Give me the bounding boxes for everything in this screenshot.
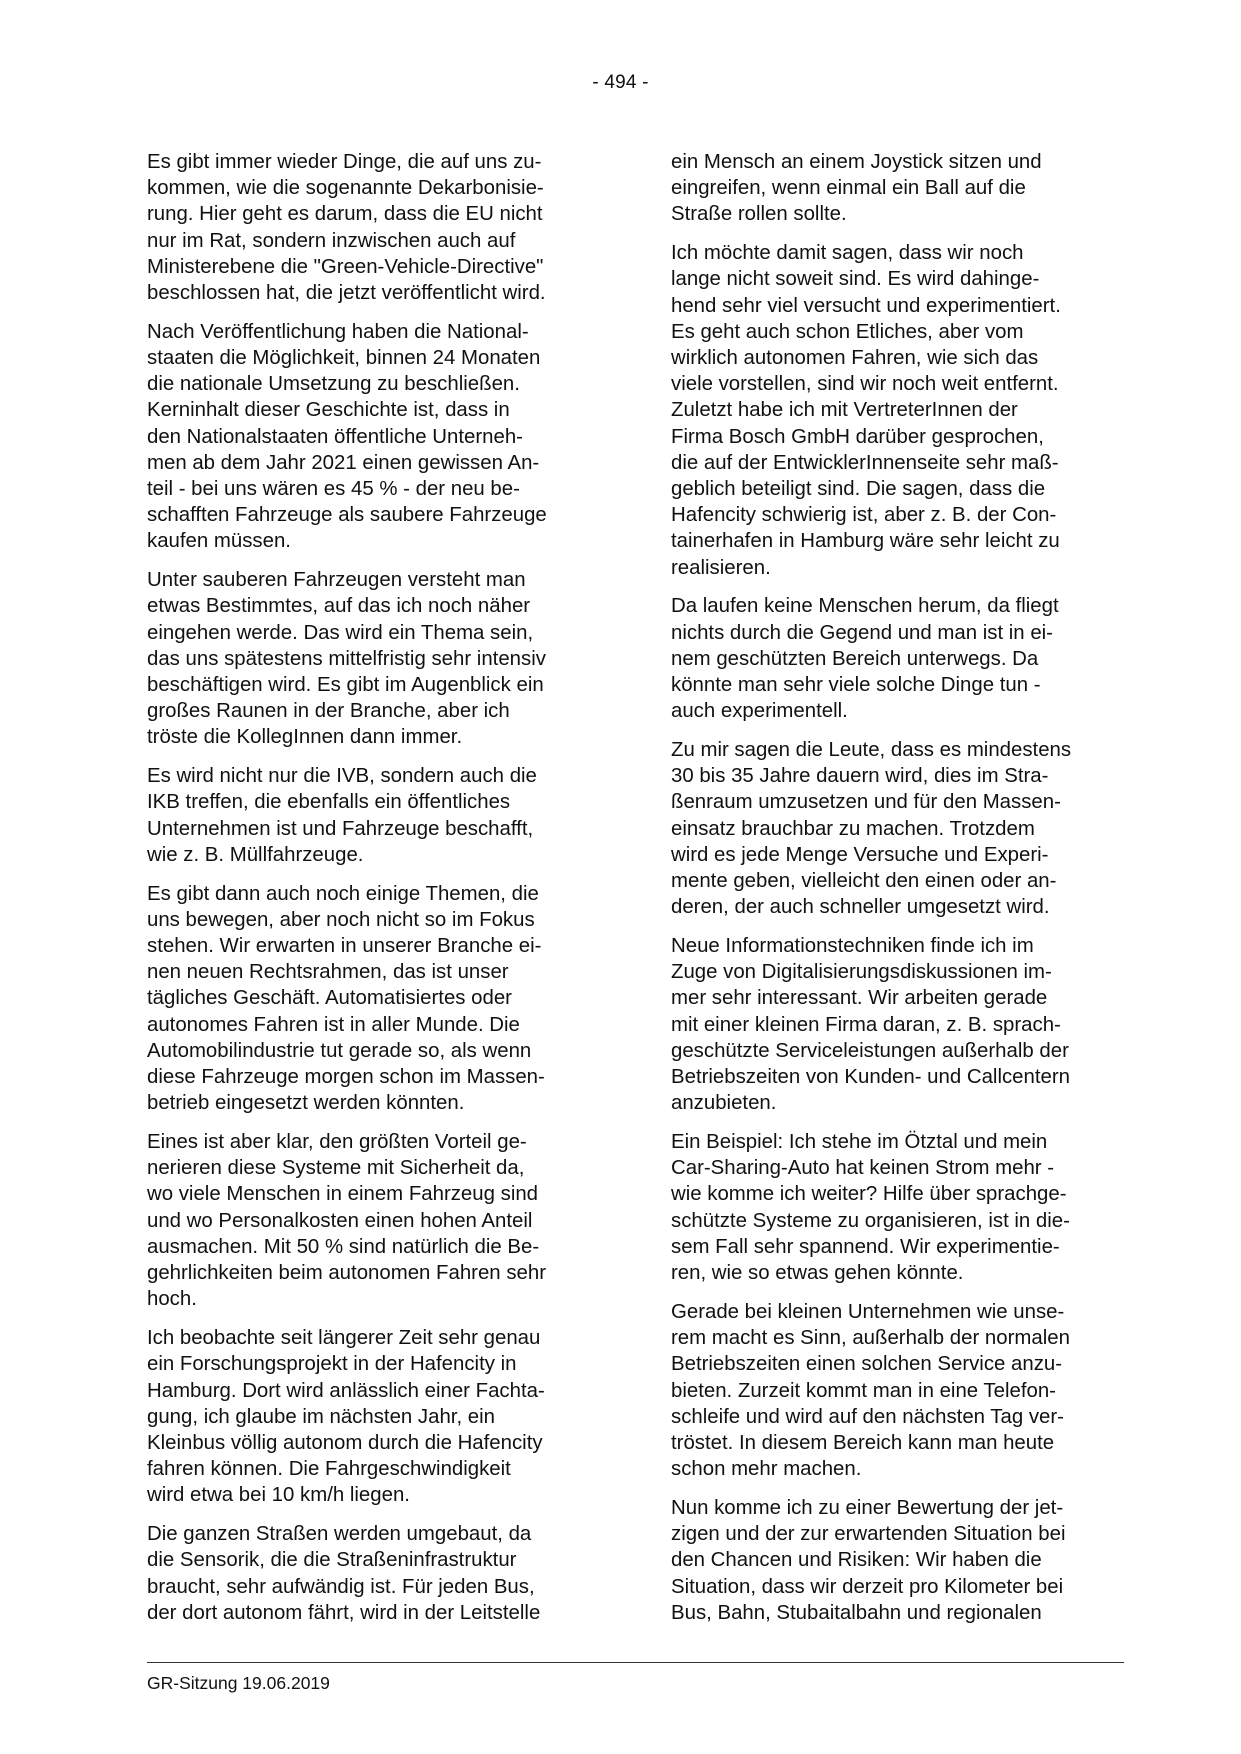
paragraph: Unter sauberen Fahrzeugen versteht man etwas Bestimmtes, auf das ich noch näher eingehen werde. Das wird ein Thema sein, das uns spätestens mittelfristig sehr intensiv beschäftigen wird. Es gibt im Augenblick ein großes Raunen in der Branche, aber ich tröste die KollegInnen dann immer. [147,569,546,749]
paragraph: ein Mensch an einem Joystick sitzen und eingreifen, wenn einmal ein Ball auf die Straße rollen sollte. [671,151,1042,226]
paragraph: Ich beobachte seit längerer Zeit sehr genau ein Forschungsprojekt in der Hafencity in Hamburg. Dort wird anlässlich einer Fachta- gung, ich glaube im nächsten Jahr, ein Kleinbus völlig autonom durch die Hafencity fahren können. Die Fahrgeschwindigkeit wird etwa bei 10 km/h liegen. [147,1327,545,1507]
paragraph: Nun komme ich zu einer Bewertung der jet- zigen und der zur erwartenden Situation bei den Chancen und Risiken: Wir haben die Situation, dass wir derzeit pro Kilometer bei Bus, Bahn, Stubaitalbahn und regionalen [671,1496,1066,1624]
paragraph: Nach Veröffentlichung haben die National- staaten die Möglichkeit, binnen 24 Monaten die nationale Umsetzung zu beschließen. Kerninhalt dieser Geschichte ist, dass in den Nationalstaaten öffentliche Unterneh- men ab dem Jahr 2021 einen gewissen An- teil - bei uns wären es 45 % - der neu be- schafften Fahrzeuge als saubere Fahrzeuge kaufen müssen. [147,320,547,553]
page-number: - 494 - [592,72,649,93]
paragraph: Da laufen keine Menschen herum, da fliegt nichts durch die Gegend und man ist in ei- nem geschützten Bereich unterwegs. Da könnte man sehr viele solche Dinge tun - auch experimentell. [671,595,1059,723]
right-column [671,149,1123,1639]
left-column [147,149,599,1639]
paragraph: Ich möchte damit sagen, dass wir noch lange nicht soweit sind. Es wird dahinge- hend sehr viel versucht und experimentiert. Es geht auch schon Etliches, aber vom wirklich autonomen Fahren, wie sich das viele vorstellen, sind wir noch weit entfernt. Zuletzt habe ich mit VertreterInnen der Firma Bosch GmbH darüber gesprochen, die auf der EntwicklerInnenseite sehr maß- geblich beteiligt sind. Die sagen, dass die Hafencity schwierig ist, aber z. B. der Con- tainerhafen in Hamburg wäre sehr leicht zu realisieren. [671,242,1061,579]
paragraph: Zu mir sagen die Leute, dass es mindestens 30 bis 35 Jahre dauern wird, dies im Stra- ßenraum umzusetzen und für den Massen- einsatz brauchbar zu machen. Trotzdem wird es jede Menge Versuche und Experi- mente geben, vielleicht den einen oder an- deren, der auch schneller umgesetzt wird. [671,739,1072,919]
paragraph: Gerade bei kleinen Unternehmen wie unse- rem macht es Sinn, außerhalb der normalen Betriebszeiten einen solchen Service anzu- bieten. Zurzeit kommt man in eine Telefon- schleife und wird auf den nächsten Tag ver- tröstet. In diesem Bereich kann man heute schon mehr machen. [671,1300,1070,1481]
footer-session-date: GR-Sitzung 19.06.2019 [147,1673,330,1693]
paragraph: Ein Beispiel: Ich stehe im Ötztal und mein Car-Sharing-Auto hat keinen Strom mehr - wie komme ich weiter? Hilfe über sprachge- schützte Systeme zu organisieren, ist in die- sem Fall sehr spannend. Wir experimentie- ren, wie so etwas gehen könnte. [671,1131,1070,1285]
paragraph: Neue Informationstechniken finde ich im Zuge von Digitalisierungsdiskussionen im- mer sehr interessant. Wir arbeiten gerade mit einer kleinen Firma daran, z. B. sprach- geschützte Serviceleistungen außerhalb der Betriebszeiten von Kunden- und Callcentern anzubieten. [671,935,1071,1115]
paragraph: Die ganzen Straßen werden umgebaut, da die Sensorik, die die Straßeninfrastruktur braucht, sehr aufwändig ist. Für jeden Bus, der dort autonom fährt, wird in der Leitstelle [147,1523,541,1624]
footer-divider [147,1662,1124,1663]
paragraph: Es gibt immer wieder Dinge, die auf uns zu- kommen, wie die sogenannte Dekarbonisie- rung. Hier geht es darum, dass die EU nicht nur im Rat, sondern inzwischen auch auf Ministerebene die "Green-Vehicle-Directive" beschlossen hat, die jetzt veröffentlicht wird. [147,151,546,305]
paragraph: Es wird nicht nur die IVB, sondern auch die IKB treffen, die ebenfalls ein öffentliches Unternehmen ist und Fahrzeuge beschafft, wie z. B. Müllfahrzeuge. [147,765,537,866]
paragraph: Eines ist aber klar, den größten Vorteil ge- nerieren diese Systeme mit Sicherheit da, wo viele Menschen in einem Fahrzeug sind und wo Personalkosten einen hohen Anteil ausmachen. Mit 50 % sind natürlich die Be- gehrlichkeiten beim autonomen Fahren sehr hoch. [147,1131,546,1311]
paragraph: Es gibt dann auch noch einige Themen, die uns bewegen, aber noch nicht so im Fokus stehen. Wir erwarten in unserer Branche ei- nen neuen Rechtsrahmen, das ist unser tägliches Geschäft. Automatisiertes oder autonomes Fahren ist in aller Munde. Die Automobilindustrie tut gerade so, als wenn diese Fahrzeuge morgen schon im Massen- betrieb eingesetzt werden könnten. [147,882,545,1115]
